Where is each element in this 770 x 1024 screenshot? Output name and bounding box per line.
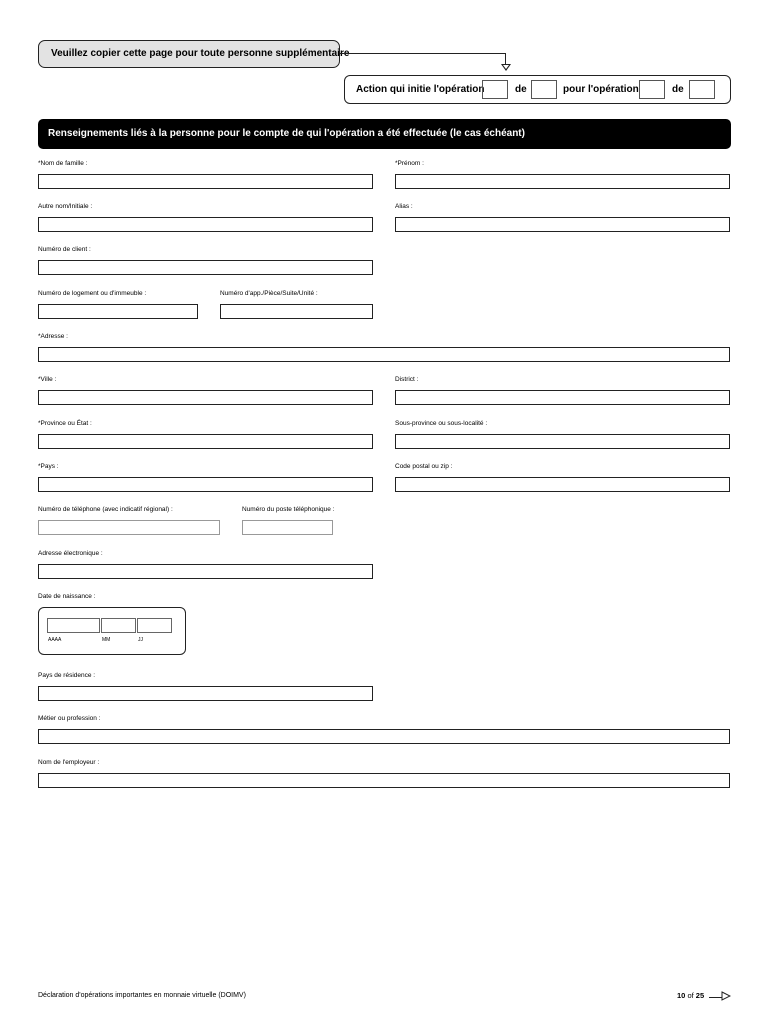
operation-number-field[interactable] [639,80,665,99]
address-label: *Adresse : [38,333,68,340]
occupation-label: Métier ou profession : [38,715,101,722]
birth-date-label: Date de naissance : [38,593,96,600]
copy-page-note: Veuillez copier cette page pour toute personne supplémentaire [38,40,340,68]
employer-field[interactable] [38,773,730,788]
address-field[interactable] [38,347,730,362]
country-label: *Pays : [38,463,59,470]
unit-number-field[interactable] [220,304,373,319]
operation-label: pour l'opération [563,84,639,95]
form-name: Déclaration d'opérations importantes en monnaie virtuelle (DOIMV) [38,992,246,999]
last-name-field[interactable] [38,174,373,189]
of-label-2: de [672,84,684,95]
page-current: 10 [677,991,686,1000]
alias-label: Alias : [395,203,413,210]
email-label: Adresse électronique : [38,550,103,557]
extension-field[interactable] [242,520,333,535]
action-label: Action qui initie l'opération [356,84,485,95]
first-name-label: *Prénom : [395,160,424,167]
client-number-label: Numéro de client : [38,246,91,253]
birth-day-caption: JJ [138,637,143,643]
client-number-field[interactable] [38,260,373,275]
phone-label: Numéro de téléphone (avec indicatif régional) : [38,506,173,513]
building-number-field[interactable] [38,304,198,319]
next-page-arrow-icon [721,991,731,1001]
province-label: *Province ou État : [38,420,92,427]
occupation-field[interactable] [38,729,730,744]
extension-label: Numéro du poste téléphonique : [242,506,335,513]
phone-field[interactable] [38,520,220,535]
operation-numbering-box [344,75,731,104]
birth-month-caption: MM [102,637,111,643]
action-total-field[interactable] [531,80,557,99]
birth-day-field[interactable] [137,618,172,633]
other-name-label: Autre nom/Initiale : [38,203,93,210]
of-label-1: de [515,84,527,95]
birth-date-group [38,607,186,655]
section-title: Renseignements liés à la personne pour le compte de qui l'opération a été effectuée (le cas échéant) [38,119,731,149]
last-name-label: *Nom de famille : [38,160,88,167]
birth-year-field[interactable] [47,618,100,633]
other-name-field[interactable] [38,217,373,232]
residence-country-field[interactable] [38,686,373,701]
down-arrow-icon [501,64,511,71]
district-field[interactable] [395,390,730,405]
sub-province-label: Sous-province ou sous-localité : [395,420,488,427]
postal-code-label: Code postal ou zip : [395,463,453,470]
first-name-field[interactable] [395,174,730,189]
connector-line [340,53,506,67]
sub-province-field[interactable] [395,434,730,449]
operation-total-field[interactable] [689,80,715,99]
birth-year-caption: AAAA [48,637,62,643]
unit-number-label: Numéro d'app./Pièce/Suite/Unité : [220,290,318,297]
alias-field[interactable] [395,217,730,232]
building-number-label: Numéro de logement ou d'immeuble : [38,290,147,297]
action-number-field[interactable] [482,80,508,99]
district-label: District : [395,376,419,383]
birth-month-field[interactable] [101,618,136,633]
page-of: of [687,991,694,1000]
province-field[interactable] [38,434,373,449]
employer-label: Nom de l'employeur : [38,759,100,766]
country-field[interactable] [38,477,373,492]
city-field[interactable] [38,390,373,405]
email-field[interactable] [38,564,373,579]
page-total: 25 [695,991,705,1000]
city-label: *Ville : [38,376,57,383]
postal-code-field[interactable] [395,477,730,492]
residence-country-label: Pays de résidence : [38,672,96,679]
page-number [677,991,704,1000]
